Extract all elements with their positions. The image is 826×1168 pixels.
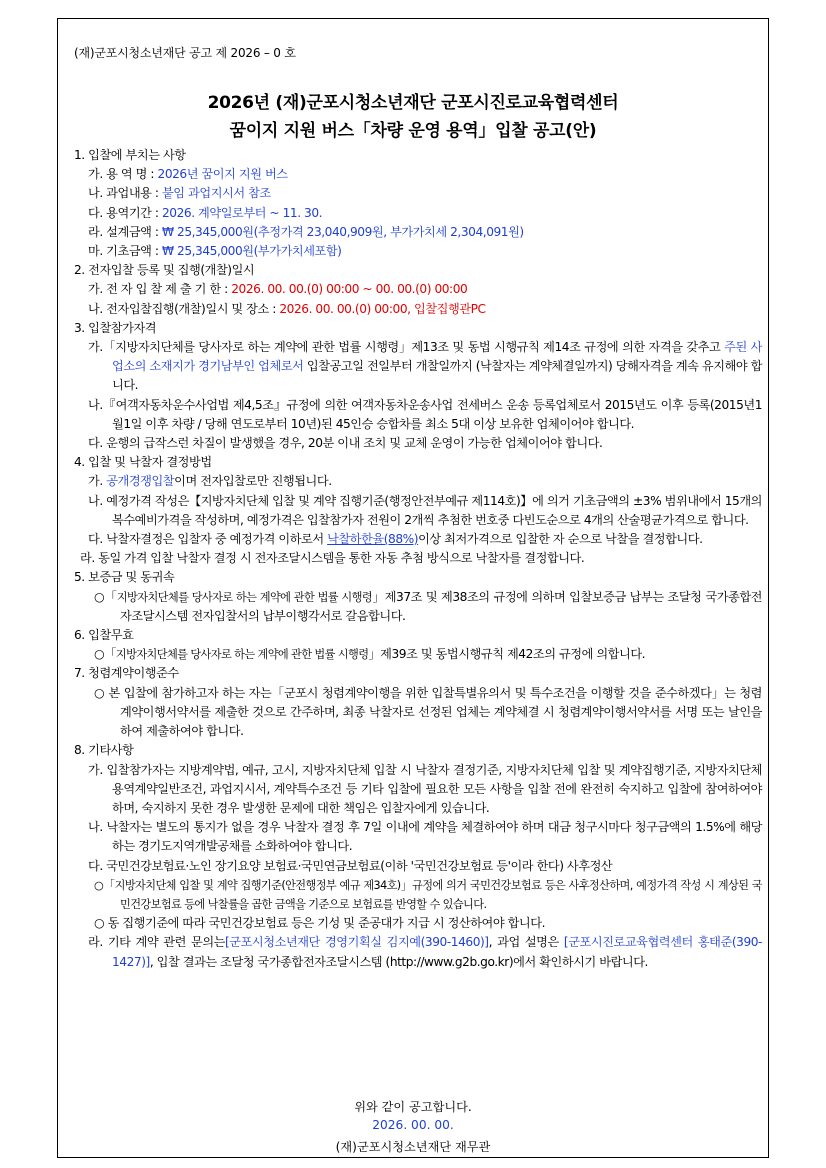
item-method-d: 라. 동일 가격 입찰 낙찰자 결정 시 전자조달시스템을 통한 자동 추첨 방식으로 낙찰자를 결정합니다. (80, 551, 585, 566)
section-5-heading: 5. 보증금 및 동귀속 (74, 570, 175, 585)
section-7 (74, 664, 762, 741)
item-task-content: 나. 과업내용 : 붙임 과업지시서 참조 (88, 186, 271, 201)
notice-number: (재)군포시청소년재단 공고 제 2026 – 0 호 (74, 46, 296, 60)
signer: (재)군포시청소년재단 재무관 (335, 1140, 491, 1154)
item-qualification-c: 다. 운행의 급작스런 차질이 발생했을 경우, 20분 이내 조치 및 교체 운영이 가능한 업체이어야 합니다. (88, 436, 603, 451)
item-bid-deadline: 가. 전 자 입 찰 제 출 기 한 : 2026. 00. 00.(0) 00:00 ~ 00. 00.(0) 00:00 (88, 282, 468, 297)
section-6 (74, 626, 762, 664)
item-method-c: 다. 낙찰자결정은 입찰자 중 예정가격 이하로서 낙찰하한율(88%)이상 최저가격으로 입찰한 자 순으로 낙찰을 결정합니다. (88, 532, 703, 547)
item-invalid-bid: ○「지방자치단체를 당사자로 하는 계약에 관한 법률 시행령」제39조 및 동법시행규칙 제42조의 규정에 의합니다. (94, 647, 646, 662)
notice-body (74, 146, 762, 972)
section-4 (74, 453, 762, 568)
item-design-amount: 라. 설계금액 : ₩ 25,345,000원(추정가격 23,040,909원, 부가가치세 2,304,091원) (88, 224, 524, 239)
item-other-c1: ○「지방자치단체 입찰 및 계약 집행기준(안전행정부 예규 제34호)」규정에 의거 국민건강보험료 등은 사후정산하며, 예정가격 작성 시 계상된 국민건강보험료 등에 낙찰률을 곱한 금액을 기준으로 보험료를 반영할 수 있습니다. (94, 878, 762, 911)
item-base-amount: 마. 기초금액 : ₩ 25,345,000원(부가가치세포함) (88, 244, 342, 259)
item-service-period: 다. 용역기간 : 2026. 계약일로부터 ~ 11. 30. (88, 205, 323, 220)
item-other-a: 가. 입찰참가자는 지방계약법, 예규, 고시, 지방자치단체 입찰 시 낙찰자 결정기준, 지방자치단체 입찰 및 계약집행기준, 지방자치단체 용역계약일반조건, 과업지시서, 계약특수조건 등 기타 입찰에 필요한 모든 사항을 입찰 전에 완전히 숙지하고 입찰에 참여하여야 하며, 숙지하지 못한 경우 발생한 문제에 대한 책임은 입찰자에게 있습니다. (88, 762, 762, 815)
section-3 (74, 319, 762, 453)
section-7-heading: 7. 청렴계약이행준수 (74, 666, 179, 681)
section-4-heading: 4. 입찰 및 낙찰자 결정방법 (74, 455, 212, 470)
item-integrity: ○ 본 입찰에 참가하고자 하는 자는「군포시 청렴계약이행을 위한 입찰특별유의서 및 특수조건을 이행할 것을 준수하겠다」는 청렴계약이행서약서를 제출한 것으로 간주하며, 최종 낙찰자로 선정된 업체는 계약체결 시 청렴계약이행서약서를 서명 또는 날인을 하여 제출하여야 합니다. (94, 685, 762, 739)
item-qualification-a: 가.「지방자치단체를 당사자로 하는 계약에 관한 법률 시행령」제13조 및 동법 시행규칙 제14조 규정에 의한 자격을 갖추고 주된 사업소의 소재지가 경기남부인 업체로서 입찰공고일 전일부터 개찰일까지 (낙찰자는 계약체결일까지) 당해자격을 계속 유지해야 합니다. (88, 340, 762, 393)
page-title-line2: 꿈이지 지원 버스「차량 운영 용역」입찰 공고(안) (229, 121, 597, 141)
section-2 (74, 261, 762, 319)
page-title-line1: 2026년 (재)군포시청소년재단 군포시진로교육협력센터 (207, 93, 619, 113)
item-deposit: ○「지방자치단체를 당사자로 하는 계약에 관한 법률 시행령」제37조 및 제38조의 규정에 의하며 입찰보증금 납부는 조달청 국가종합전자조달시스템 전자입찰서의 납부이행각서로 갈음합니다. (94, 589, 762, 623)
section-8-heading: 8. 기타사항 (74, 743, 134, 758)
bid-floor-rate-link[interactable]: 낙찰하한율(88%) (327, 532, 419, 547)
section-1-heading: 1. 입찰에 부치는 사항 (74, 148, 186, 162)
item-method-a: 가. 공개경쟁입찰이며 전자입찰로만 진행됩니다. (88, 474, 332, 489)
item-other-d: 라. 기타 계약 관련 문의는[군포시청소년재단 경영기획실 김지예(390-1460)], 과업 설명은 [군포시진로교육협력센터 홍태준(390-1427)], 입찰 결과는 조달청 국가종합전자조달시스템 (http://www.g2b.go.kr)에서 확인하시기 바랍니다. (88, 935, 762, 969)
item-method-b: 나. 예정가격 작성은【지방자치단체 입찰 및 계약 집행기준(행정안전부예규 제114호)】에 의거 기초금액의 ±3% 범위내에서 15개의 복수예비가격을 작성하며, 예정가격은 입찰참가자 전원이 2개씩 추첨한 번호중 다빈도순으로 4개의 산술평균가격으로 합니다. (88, 493, 762, 527)
item-other-c2: ○ 동 집행기준에 따라 국민건강보험료 등은 기성 및 준공대가 지급 시 정산하여야 합니다. (94, 916, 546, 931)
notice-date: 2026. 00. 00. (372, 1118, 454, 1132)
item-other-b: 나. 낙찰자는 별도의 통지가 없을 경우 낙찰자 결정 후 7일 이내에 계약을 체결하여야 하며 대금 청구시마다 청구금액의 1.5%에 해당하는 경기도지역개발공채를 소화하여야 합니다. (88, 820, 762, 854)
section-1 (74, 146, 762, 261)
item-qualification-b: 나.『여객자동차운수사업법 제4,5조』규정에 의한 여객자동차운송사업 전세버스 운송 등록업체로서 2015년도 이후 등록(2015년1월1일 이후 차량 / 당해 연도로부터 10년)된 45인승 승합차를 최소 5대 이상 보유한 업체이어야 합니다. (88, 397, 762, 431)
section-2-heading: 2. 전자입찰 등록 및 집행(개찰)일시 (74, 263, 255, 278)
section-3-heading: 3. 입찰참가자격 (74, 320, 157, 335)
item-other-c: 다. 국민건강보험료·노인 장기요양 보험료·국민연금보험료(이하 '국민건강보험료 등'이라 한다) 사후정산 (88, 858, 613, 873)
section-8 (74, 741, 762, 971)
item-opening-date: 나. 전자입찰집행(개찰)일시 및 장소 : 2026. 00. 00.(0) 00:00, 입찰집행관PC (88, 301, 486, 316)
section-6-heading: 6. 입찰무효 (74, 628, 134, 643)
item-service-name: 가. 용 역 명 : 2026년 꿈이지 지원 버스 (88, 167, 288, 182)
closing-statement: 위와 같이 공고합니다. (354, 1100, 472, 1114)
section-5 (74, 568, 762, 626)
